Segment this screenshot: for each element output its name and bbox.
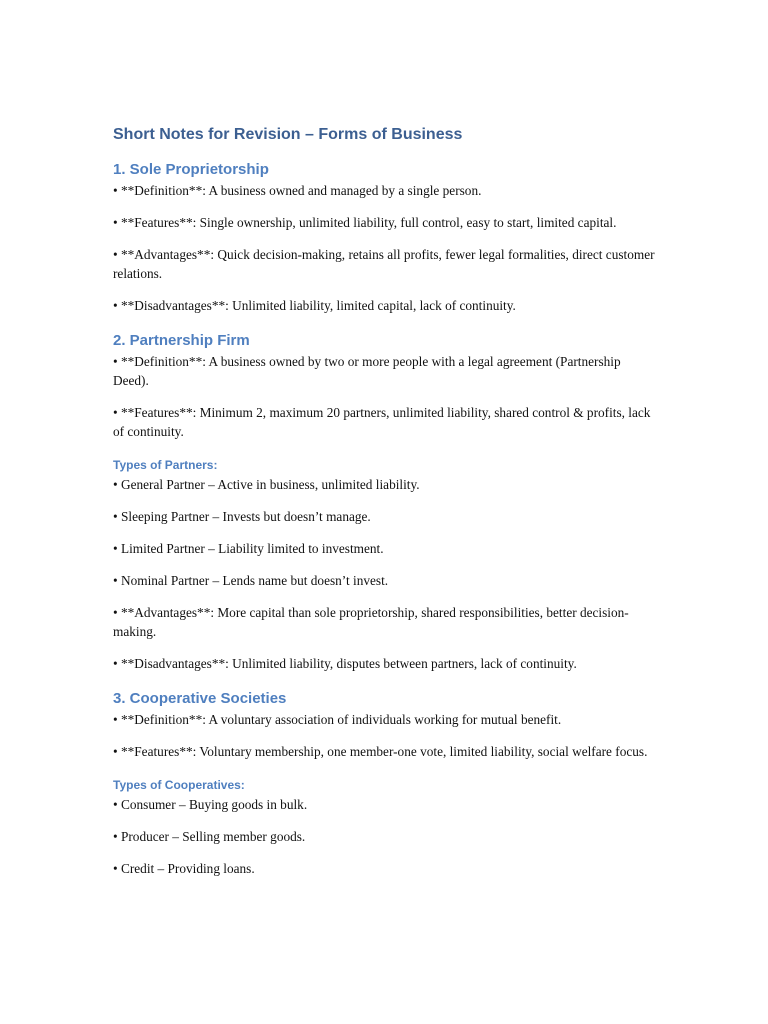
paragraph: • **Definition**: A business owned by two or more people with a legal agreement (Partnership Deed). [113, 354, 621, 388]
paragraph: • **Definition**: A voluntary association of individuals working for mutual benefit. [113, 712, 562, 727]
list-item: • Limited Partner – Liability limited to investment. [113, 541, 384, 556]
section-heading-cooperative-societies: 3. Cooperative Societies [113, 690, 287, 707]
section-heading-partnership-firm: 2. Partnership Firm [113, 332, 250, 349]
document-title: Short Notes for Revision – Forms of Business [113, 126, 463, 143]
paragraph: • **Features**: Single ownership, unlimited liability, full control, easy to start, limited capital. [113, 215, 617, 230]
subheading-types-of-partners: Types of Partners: [113, 458, 218, 472]
document-page [113, 124, 658, 891]
list-item: • Consumer – Buying goods in bulk. [113, 797, 308, 812]
paragraph: • **Features**: Voluntary membership, one member-one vote, limited liability, social welfare focus. [113, 744, 648, 759]
list-item: • Sleeping Partner – Invests but doesn’t manage. [113, 509, 371, 524]
section-heading-sole-proprietorship: 1. Sole Proprietorship [113, 161, 269, 178]
paragraph: • **Definition**: A business owned and managed by a single person. [113, 183, 482, 198]
list-item: • Nominal Partner – Lends name but doesn’t invest. [113, 573, 389, 588]
paragraph: • **Features**: Minimum 2, maximum 20 partners, unlimited liability, shared control & profits, lack of continuity. [113, 405, 651, 439]
paragraph: • **Disadvantages**: Unlimited liability, limited capital, lack of continuity. [113, 298, 516, 313]
subheading-types-of-cooperatives: Types of Cooperatives: [113, 778, 245, 792]
paragraph: • **Disadvantages**: Unlimited liability, disputes between partners, lack of continuity. [113, 656, 577, 671]
paragraph: • **Advantages**: More capital than sole proprietorship, shared responsibilities, better decision-making. [113, 605, 629, 639]
list-item: • General Partner – Active in business, unlimited liability. [113, 477, 420, 492]
list-item: • Producer – Selling member goods. [113, 829, 306, 844]
list-item: • Credit – Providing loans. [113, 861, 255, 876]
paragraph: • **Advantages**: Quick decision-making, retains all profits, fewer legal formalities, direct customer relations. [113, 247, 655, 281]
